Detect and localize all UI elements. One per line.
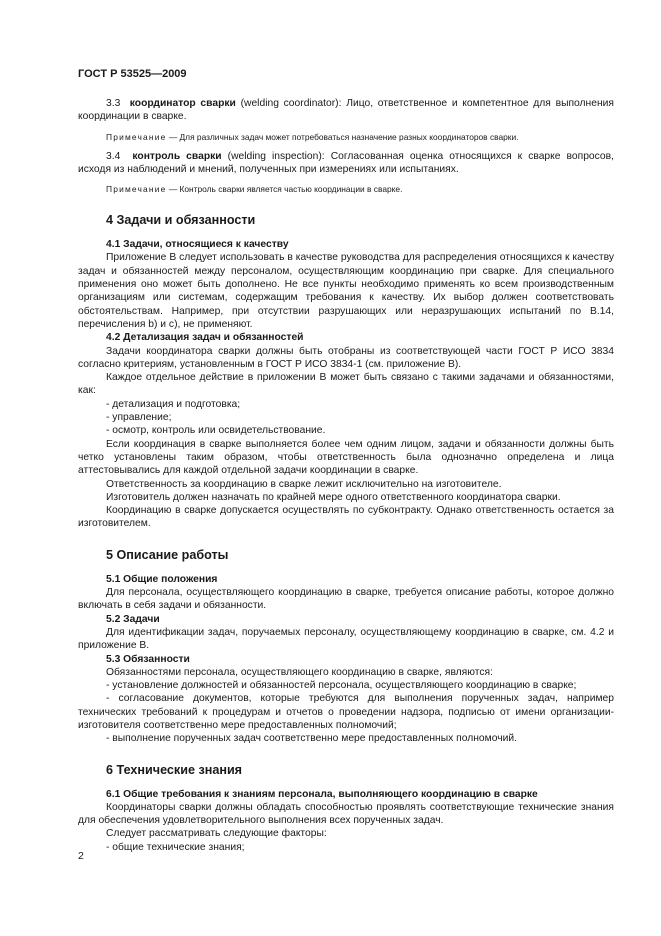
section-4-heading: 4 Задачи и обязанности (106, 213, 256, 228)
section-4-2-text-5: Изготовитель должен назначать по крайней мере одного ответственного координатора сварки. (106, 491, 561, 503)
section-5-1-heading: 5.1 Общие положения (106, 573, 218, 585)
section-5-2-text: Для идентификации задач, поручаемых персоналу, осуществляющему координацию в сварке, см. 4.2 и приложение В. (78, 626, 614, 652)
document-body (78, 97, 614, 854)
section-5-2-heading: 5.2 Задачи (106, 613, 160, 625)
section-6-heading: 6 Технические знания (106, 762, 243, 777)
list-item: - согласование документов, которые требуются для выполнения порученных задач, например технических требований к процедурам и отчетов о проведении надзора, подписью от имени организации-изготовителя соответственно мере предоставленных полномочий; (78, 693, 614, 731)
section-4-2-text-2: Каждое отдельное действие в приложении В может быть связано с такими задачами и обязанностями, как: (78, 372, 614, 397)
section-6-1-text-2: Следует рассматривать следующие факторы: (106, 828, 327, 840)
section-4-2-heading: 4.2 Детализация задач и обязанностей (106, 332, 304, 344)
page-number: 2 (78, 850, 84, 862)
list-item: - установление должностей и обязанностей персонала, осуществляющего координацию в сварке; (106, 680, 577, 692)
section-5-3-heading: 5.3 Обязанности (106, 653, 190, 665)
section-4-2-text-1: Задачи координатора сварки должны быть отобраны из соответствующей части ГОСТ Р ИСО 3834 согласно критериям, установленным в ГОСТ Р ИСО 3834-1 (см. приложение В). (78, 345, 614, 370)
section-5-1-text: Для персонала, осуществляющего координацию в сварке, требуется описание работы, которое должно включать в себя задачи и обязанности. (78, 587, 614, 612)
section-4-2-text-4: Ответственность за координацию в сварке лежит исключительно на изготовителе. (106, 478, 502, 490)
section-4-1-text: Приложение В следует использовать в качестве руководства для распределения относящихся к качеству задач и обязанностей между персоналом, осуществляющим координацию при сварке. Для специального применения оно может быть дополнено. Не все пункты необходимо применять ко всем производственным организациям или системам, содержащим требования к качеству. Их выбор должен соответствовать обстоятельствам. Например, при отсутствии разрушающих или неразрушающих испытаний по В.14, перечисления b) и с), не применяют. (78, 252, 614, 330)
term-welding-inspection: контроль сварки (132, 150, 222, 162)
page-header: ГОСТ Р 53525—2009 (78, 68, 187, 80)
section-6-1-heading: 6.1 Общие требования к знаниям персонала, выполняющего координацию в сварке (106, 788, 538, 800)
term-welding-coordinator: координатор сварки (129, 98, 236, 109)
list-item: - детализация и подготовка; (106, 398, 241, 410)
clause-3-4: 3.4 контроль сварки (welding inspection): Согласованная оценка относящихся к сварке вопросов, исходя из наблюдений и мнений, полученных при измерениях или испытаниях. (78, 150, 614, 175)
note-3-4: Примечание — Контроль сварки является частью координации в сварке. (106, 184, 403, 195)
list-item: - общие технические знания; (106, 841, 245, 853)
note-3-3: Примечание — Для различных задач может потребоваться назначение разных координаторов сварки. (106, 131, 519, 142)
section-4-2-text-3: Если координация в сварке выполняется более чем одним лицом, задачи и обязанности должны быть четко установлены таким образом, чтобы ответственность была однозначно определена и лица аттестовывались для каждой отдельной задачи координации в сварке. (78, 438, 614, 477)
section-6-1-text-1: Координаторы сварки должны обладать способностью проявлять соответствующие технические знания для обеспечения удовлетворительного выполнения всех порученных задач. (78, 801, 614, 827)
list-item: - управление; (106, 412, 172, 424)
section-5-3-text: Обязанностями персонала, осуществляющего координацию в сварке, являются: (106, 666, 493, 678)
section-4-1-heading: 4.1 Задачи, относящиеся к качеству (106, 239, 289, 251)
list-item: - выполнение порученных задач соответственно мере предоставленных полномочий. (106, 733, 517, 745)
list-item: - осмотр, контроль или освидетельствование. (106, 425, 326, 437)
section-5-heading: 5 Описание работы (106, 547, 229, 562)
clause-3-3: 3.3 координатор сварки (welding coordinator): Лицо, ответственное и компетентное для выполнения координации в сварке. (78, 98, 614, 123)
section-4-2-text-6: Координацию в сварке допускается осуществлять по субконтракту. Однако ответственность остается за изготовителем. (78, 505, 614, 530)
